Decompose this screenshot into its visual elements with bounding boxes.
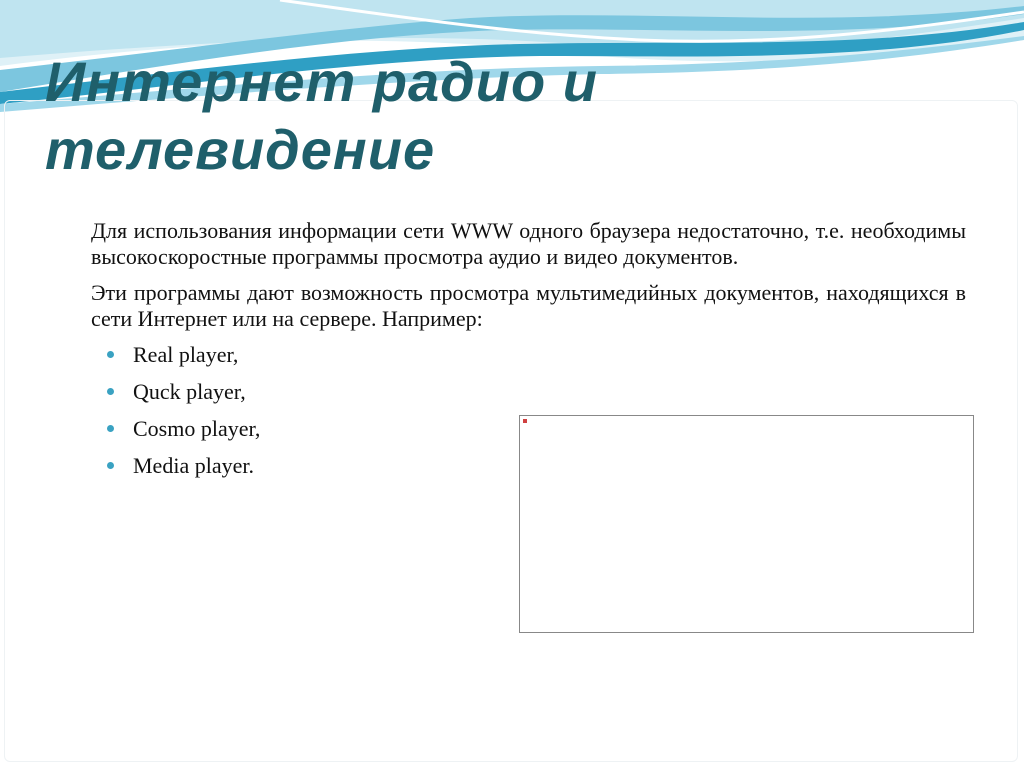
paragraph-intro: Для использования информации сети WWW одного браузера недостаточно, т.е. необходимы высокоскоростные программы просмотра аудио и видео документов.	[91, 218, 966, 269]
bullet-dot-icon	[107, 425, 114, 432]
media-placeholder	[519, 415, 974, 633]
bullet-dot-icon	[107, 351, 114, 358]
paragraph-programs: Эти программы дают возможность просмотра мультимедийных документов, находящихся в сети Интернет или на сервере. Например:	[91, 280, 966, 331]
slide-title: Интернет радио и телевидение	[45, 50, 598, 181]
list-item	[91, 342, 966, 379]
player-name: Cosmo player,	[133, 416, 261, 441]
broken-image-icon	[523, 419, 527, 423]
player-name: Quck player,	[133, 379, 246, 404]
list-item	[91, 379, 966, 416]
player-name: Media player.	[133, 453, 254, 478]
bullet-dot-icon	[107, 462, 114, 469]
bullet-dot-icon	[107, 388, 114, 395]
player-name: Real player,	[133, 342, 239, 367]
